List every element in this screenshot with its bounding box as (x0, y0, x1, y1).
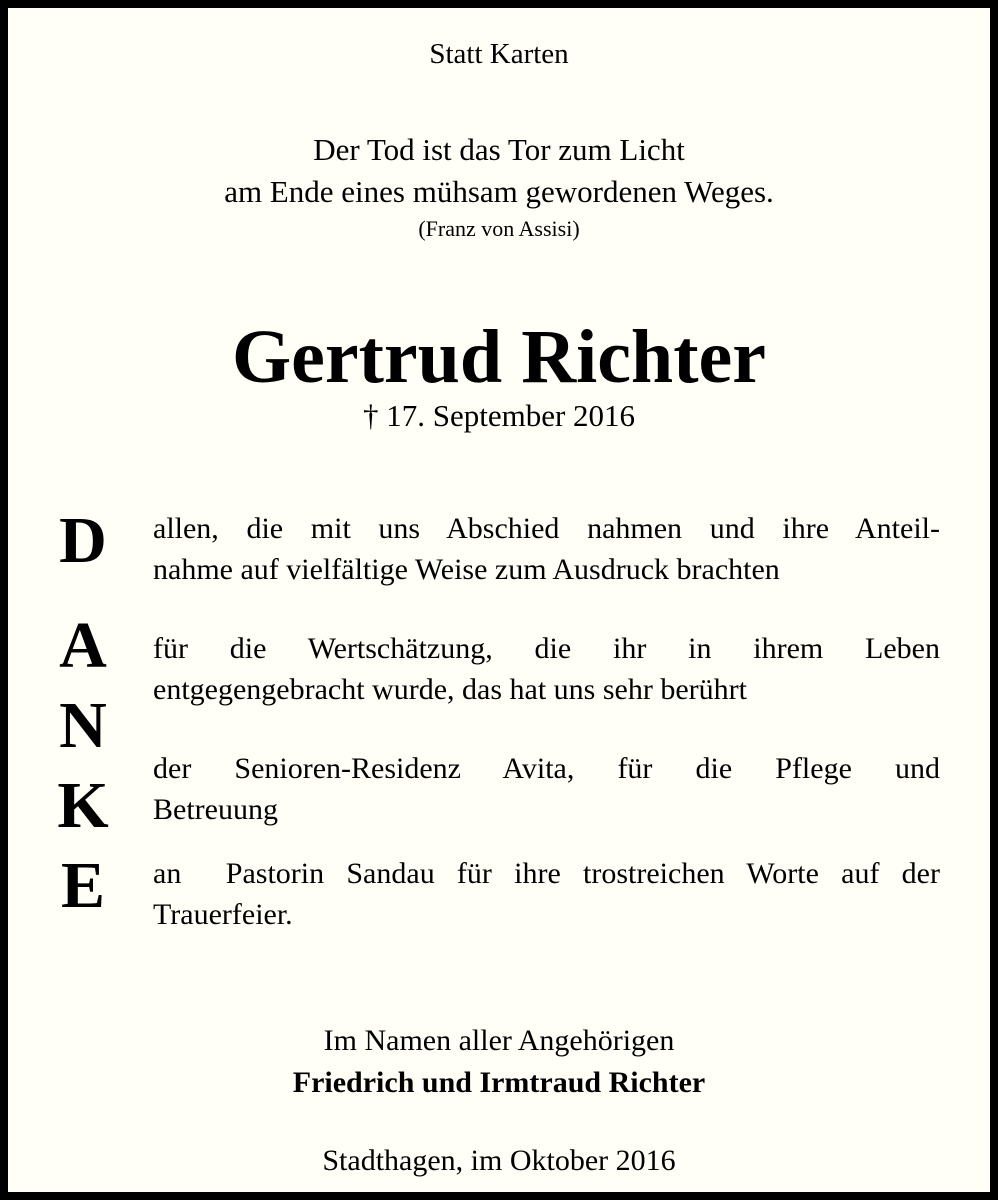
thanks-paragraph-4 (153, 853, 940, 935)
danke-letter-k: K (57, 769, 109, 842)
thanks-paragraph-3-line-2: Betreuung (153, 793, 278, 826)
danke-letter-d: D (59, 504, 107, 577)
danke-letter-n: N (59, 689, 107, 762)
danke-letter-a: A (59, 609, 107, 682)
quote-author: (Franz von Assisi) (418, 216, 580, 241)
thanks-paragraph-1-line-1: allen, die mit uns Abschied nahmen und ihre Anteil- (153, 512, 940, 545)
quote-line-2: am Ende eines mühsam gewordenen Weges. (224, 174, 774, 209)
place-and-date: Stadthagen, im Oktober 2016 (322, 1144, 676, 1177)
thanks-paragraph-2 (153, 628, 940, 710)
thanks-paragraph-3 (153, 748, 940, 830)
thanks-paragraph-3-line-1: der Senioren-Residenz Avita, für die Pflege und (153, 752, 940, 785)
thanks-paragraph-4-line-2: Trauerfeier. (153, 898, 293, 931)
header-text: Statt Karten (429, 38, 569, 70)
thanks-paragraph-2-line-2: entgegengebracht wurde, das hat uns sehr berührt (153, 673, 747, 706)
signature-names: Friedrich und Irmtraud Richter (292, 1066, 706, 1099)
thanks-paragraph-4-line-1: an Pastorin Sandau für ihre trostreichen Worte auf der (153, 857, 940, 890)
thanks-paragraph-1-line-2: nahme auf vielfältige Weise zum Ausdruck brachten (153, 553, 780, 586)
thanks-paragraph-2-line-1: für die Wertschätzung, die ihr in ihrem Leben (153, 632, 940, 665)
deceased-name: Gertrud Richter (232, 315, 766, 399)
quote-line-1: Der Tod ist das Tor zum Licht (313, 132, 685, 167)
obituary-notice (8, 8, 990, 1192)
death-date: † 17. September 2016 (362, 398, 636, 433)
thanks-paragraph-1 (153, 508, 940, 590)
danke-letter-e: E (60, 849, 106, 922)
signature-intro: Im Namen aller Angehörigen (323, 1024, 675, 1057)
